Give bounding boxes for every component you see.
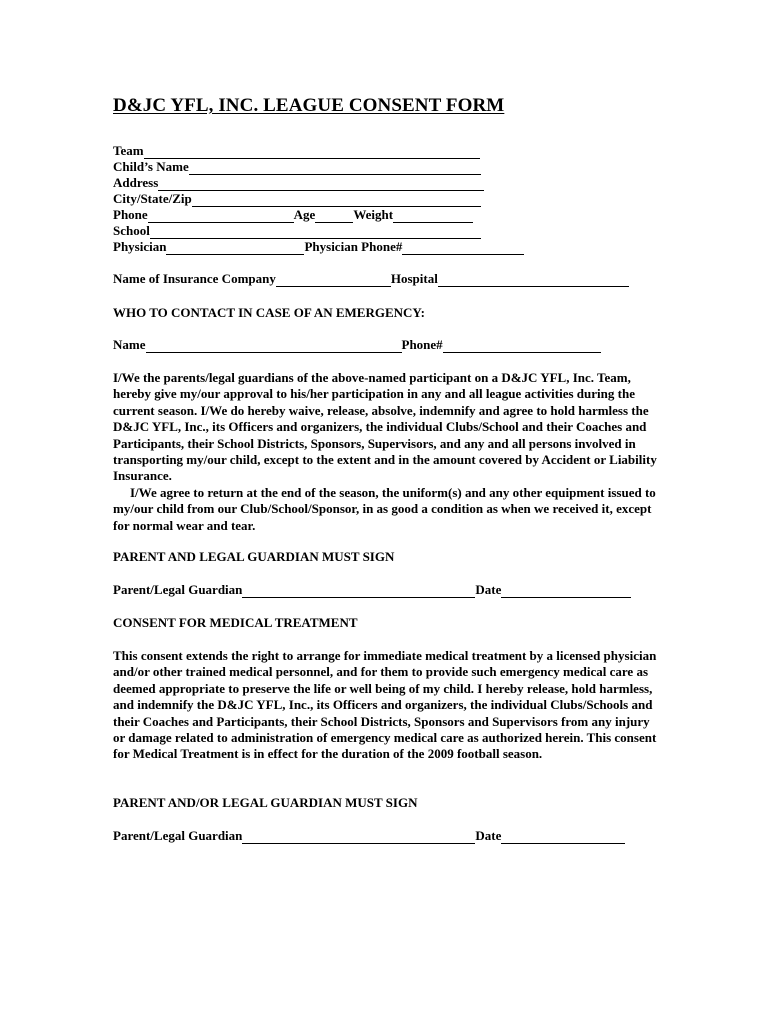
emergency-phone-input-line[interactable] bbox=[443, 339, 601, 353]
insurance-company-label: Name of Insurance Company bbox=[113, 271, 276, 286]
medical-paragraph: This consent extends the right to arrange for immediate medical treatment by a licensed physician and/or other trained medical personnel, and for them to provide such emergency medical care as deemed appropriate to preserve the life or well being of my child. I hereby release, hold harmless, and indemnify the D&JC YFL, Inc., its Officers and organizers, the individual Clubs/Schools and their Coaches and Participants, their School Districts, Sponsors and Supervisors from any injury or damage related to administration of emergency medical care as authorized herein. This consent for Medical Treatment is in effect for the duration of the 2009 football season. bbox=[113, 648, 657, 762]
age-label: Age bbox=[293, 207, 316, 222]
emergency-name-input-line[interactable] bbox=[146, 339, 402, 353]
signature-2-heading: PARENT AND/OR LEGAL GUARDIAN MUST SIGN bbox=[113, 795, 418, 810]
school-input-line[interactable] bbox=[150, 225, 481, 239]
signature-2-guardian-input-line[interactable] bbox=[242, 830, 475, 844]
school-row bbox=[113, 223, 481, 239]
insurance-company-input-line[interactable] bbox=[276, 273, 391, 287]
physician-input-line[interactable] bbox=[166, 241, 304, 255]
signature-1-date-label: Date bbox=[475, 582, 502, 597]
signature-2-guardian-label: Parent/Legal Guardian bbox=[113, 828, 243, 843]
physician-row bbox=[113, 239, 524, 255]
phone-age-weight-row bbox=[113, 207, 473, 223]
emergency-name-label: Name bbox=[113, 337, 146, 352]
city-state-zip-input-line[interactable] bbox=[192, 193, 481, 207]
release-paragraph-1: I/We the parents/legal guardians of the above-named participant on a D&JC YFL, Inc. Team, hereby give my/our approval to his/her participation in any and all league activities during the current season. I/We do hereby waive, release, absolve, indemnify and agree to hold harmless the D&JC YFL, Inc., its Officers and organizers, the individual Clubs/School and their Coaches and Participants, their School Districts, Sponsors, Supervisors, and any and all persons involved in transporting my/our child, except to the extent and in the amount covered by Accident or Liability Insurance. bbox=[113, 370, 657, 484]
address-row bbox=[113, 175, 484, 191]
form-title: D&JC YFL, INC. LEAGUE CONSENT FORM bbox=[113, 95, 505, 116]
signature-1-row bbox=[113, 582, 631, 598]
age-input-line[interactable] bbox=[315, 209, 353, 223]
release-paragraph-2: I/We agree to return at the end of the season, the uniform(s) and any other equipment issued to my/our child from our Club/School/Sponsor, in as good a condition as when we received it, except for normal wear and tear. bbox=[113, 484, 656, 533]
team-label: Team bbox=[113, 143, 144, 158]
signature-1-guardian-input-line[interactable] bbox=[242, 584, 475, 598]
childs-name-label: Child’s Name bbox=[113, 159, 189, 174]
signature-1-guardian-label: Parent/Legal Guardian bbox=[113, 582, 243, 597]
signature-2-date-input-line[interactable] bbox=[501, 830, 625, 844]
phone-label: Phone bbox=[113, 207, 148, 222]
physician-phone-input-line[interactable] bbox=[402, 241, 524, 255]
hospital-input-line[interactable] bbox=[438, 273, 629, 287]
team-row bbox=[113, 143, 480, 159]
emergency-phone-label: Phone# bbox=[401, 337, 443, 352]
city-state-zip-label: City/State/Zip bbox=[113, 191, 192, 206]
medical-heading: CONSENT FOR MEDICAL TREATMENT bbox=[113, 615, 358, 630]
emergency-heading: WHO TO CONTACT IN CASE OF AN EMERGENCY: bbox=[113, 305, 425, 320]
hospital-label: Hospital bbox=[390, 271, 438, 286]
phone-input-line[interactable] bbox=[148, 209, 294, 223]
medical-section bbox=[113, 648, 658, 763]
childs-name-input-line[interactable] bbox=[189, 161, 481, 175]
signature-2-date-label: Date bbox=[475, 828, 502, 843]
weight-label: Weight bbox=[353, 207, 394, 222]
emergency-contact-row bbox=[113, 337, 601, 353]
city-state-zip-row bbox=[113, 191, 481, 207]
school-label: School bbox=[113, 223, 150, 238]
address-label: Address bbox=[113, 175, 159, 190]
signature-1-heading: PARENT AND LEGAL GUARDIAN MUST SIGN bbox=[113, 549, 395, 564]
weight-input-line[interactable] bbox=[393, 209, 473, 223]
childs-name-row bbox=[113, 159, 481, 175]
signature-2-row bbox=[113, 828, 625, 844]
team-input-line[interactable] bbox=[144, 145, 480, 159]
release-section bbox=[113, 370, 658, 534]
physician-phone-label: Physician Phone# bbox=[304, 239, 403, 254]
address-input-line[interactable] bbox=[158, 177, 484, 191]
physician-label: Physician bbox=[113, 239, 167, 254]
insurance-hospital-row bbox=[113, 271, 629, 287]
signature-1-date-input-line[interactable] bbox=[501, 584, 631, 598]
